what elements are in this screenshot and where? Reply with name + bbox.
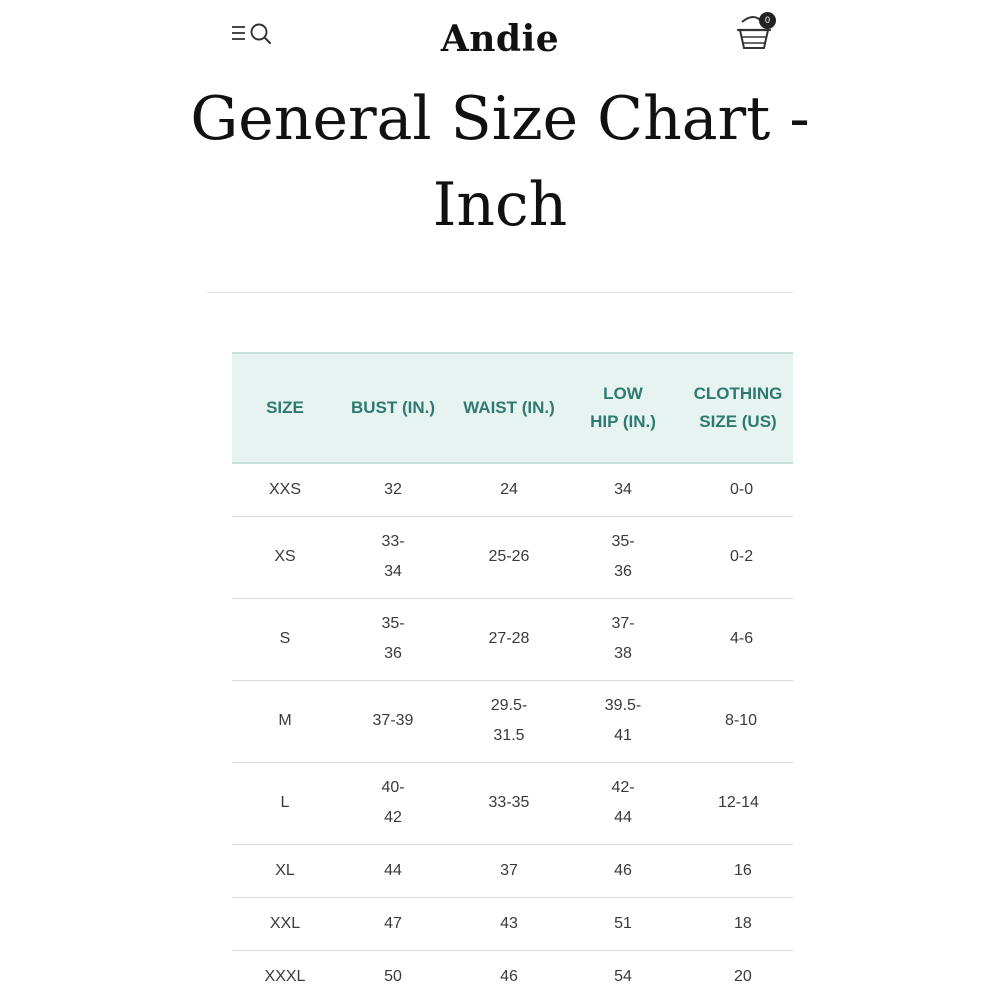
cart-count-badge: 0 (759, 12, 776, 29)
cell-bust: 50 (338, 950, 448, 1000)
cell-waist: 37 (448, 844, 570, 897)
cell-low-hip (570, 598, 676, 680)
cell-bust (338, 762, 448, 844)
cell-clothing-size: 4-6 (676, 598, 793, 680)
table-row (232, 897, 793, 950)
cell-waist: 27-28 (448, 598, 570, 680)
table-row (232, 950, 793, 1000)
header-waist: WAIST (IN.) (463, 398, 555, 417)
table-row (232, 598, 793, 680)
cell-bust-text: 40-42 (381, 779, 405, 826)
cell-bust: 47 (338, 897, 448, 950)
cell-low-hip (570, 516, 676, 598)
cell-size: XXXL (232, 950, 338, 1000)
cell-size: XS (232, 516, 338, 598)
cell-low-hip: 46 (570, 844, 676, 897)
table-row (232, 516, 793, 598)
brand-logo[interactable]: Andie (440, 18, 560, 60)
cell-bust: 32 (338, 463, 448, 516)
cell-low-hip: 51 (570, 897, 676, 950)
cell-size: XL (232, 844, 338, 897)
header-size: SIZE (266, 398, 304, 417)
cell-waist: 33-35 (448, 762, 570, 844)
cell-low-hip (570, 680, 676, 762)
cell-size: XXL (232, 897, 338, 950)
cell-low-hip-text: 42-44 (611, 779, 635, 826)
cell-bust-text: 33-34 (381, 533, 405, 580)
cell-waist (448, 680, 570, 762)
cell-size: L (232, 762, 338, 844)
size-table (232, 352, 793, 1000)
cell-waist: 43 (448, 897, 570, 950)
cell-low-hip (570, 762, 676, 844)
cell-waist: 46 (448, 950, 570, 1000)
table-row (232, 844, 793, 897)
cell-low-hip-text: 35-36 (611, 533, 635, 580)
cell-waist-text: 29.5-31.5 (490, 697, 528, 744)
cell-low-hip-text: 39.5-41 (604, 697, 642, 744)
cell-waist: 25-26 (448, 516, 570, 598)
header-clothing-size-text: CLOTHING SIZE (US) (693, 384, 783, 431)
cell-bust (338, 598, 448, 680)
cell-clothing-size: 20 (676, 950, 793, 1000)
header-clothing-size (676, 353, 793, 463)
cell-bust-text: 35-36 (381, 615, 405, 662)
cell-clothing-size: 0-2 (676, 516, 793, 598)
table-row (232, 463, 793, 516)
cell-clothing-size: 12-14 (676, 762, 793, 844)
cell-low-hip: 54 (570, 950, 676, 1000)
divider (207, 292, 793, 293)
cart-button[interactable] (734, 10, 782, 56)
header-low-hip: LOW HIP (IN.) (590, 384, 656, 431)
cell-bust: 37-39 (338, 680, 448, 762)
table-header-row (232, 353, 793, 463)
cell-low-hip-text: 37-38 (611, 615, 635, 662)
cell-size: S (232, 598, 338, 680)
table-row (232, 680, 793, 762)
cell-clothing-size: 0-0 (676, 463, 793, 516)
cell-size: XXS (232, 463, 338, 516)
cell-low-hip: 34 (570, 463, 676, 516)
header-bust: BUST (IN.) (350, 398, 436, 417)
table-row (232, 762, 793, 844)
size-table-scroll[interactable] (232, 352, 793, 1000)
cell-size: M (232, 680, 338, 762)
cell-clothing-size: 16 (676, 844, 793, 897)
cell-waist: 24 (448, 463, 570, 516)
cell-bust: 44 (338, 844, 448, 897)
page-title: General Size Chart - Inch (190, 84, 810, 240)
cell-clothing-size: 18 (676, 897, 793, 950)
cell-bust (338, 516, 448, 598)
cell-clothing-size: 8-10 (676, 680, 793, 762)
